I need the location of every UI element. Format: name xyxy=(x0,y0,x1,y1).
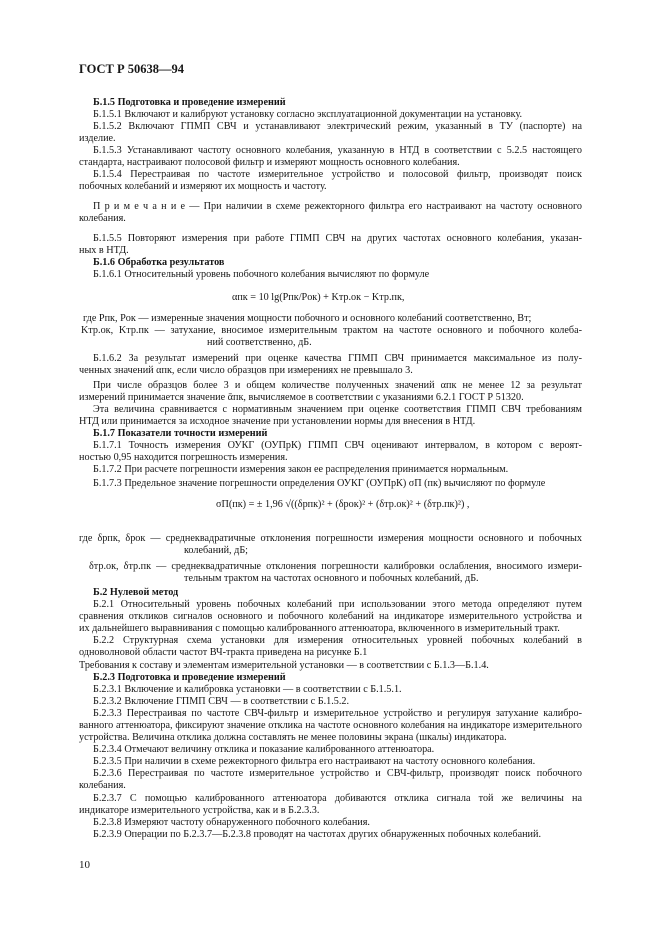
text-line: НТД или принимается за исходное значение при установлении нормы для внесения в НТД. xyxy=(79,416,476,427)
text-line: Б.1.5.4 Перестраивая по частоте измерительное устройство и полосовой фильтр, производят поиск xyxy=(93,169,582,180)
text-line: изделие. xyxy=(79,133,116,144)
text-line: одноволновой области частот ВЧ-тракта приведена на рисунке Б.1 xyxy=(79,647,368,658)
legend-line: ний соответственно, дБ. xyxy=(207,337,312,348)
text-line: Б.1.7.2 При расчете погрешности измерения закон ее распределения принимается нормальным. xyxy=(93,464,509,475)
text-line: ностью 0,95 находится погрешность измерения. xyxy=(79,452,288,463)
text-line: Б.1.5.2 Включают ГПМП СВЧ и устанавливают электрический режим, указанный в ТУ (паспорте) на xyxy=(93,121,582,132)
text-line: Б.2.3.8 Измеряют частоту обнаруженного побочного колебания. xyxy=(93,817,370,828)
text-line: устройства. Величина отклика должна составлять не менее половины экрана (шкалы) индикатора. xyxy=(79,732,507,743)
text-line: колебания. xyxy=(79,780,126,791)
text-line: Б.1.6.2 За результат измерений при оценке качества ГПМП СВЧ принимается максимальное из полу- xyxy=(93,353,582,364)
text-line: Б.2.3.6 Перестраивая по частоте измерительное устройство и СВЧ-фильтр, производят поиск побочного xyxy=(93,768,582,779)
text-line: Б.1.6.1 Относительный уровень побочного колебания вычисляют по формуле xyxy=(93,269,430,280)
text-line: Требования к составу и элементам измерительной установки — в соответствии с Б.1.3—Б.1.4. xyxy=(79,660,489,671)
text-line: Эта величина сравнивается с нормативным значением при оценке соответствия ГПМП СВЧ требованиям xyxy=(93,404,582,415)
note-line: П р и м е ч а н и е — При наличии в схеме режекторного фильтра его настраивают на частоту основного xyxy=(93,201,582,212)
text-line: индикаторе измерительного устройства, как и в Б.2.3.3. xyxy=(79,805,320,816)
page-number: 10 xyxy=(79,859,90,871)
text-line: побочных колебаний и измеряют их мощность и частоту. xyxy=(79,181,327,192)
text-line: Б.1.5.1 Включают и калибруют установку согласно эксплуатационной документации на установку. xyxy=(93,109,523,120)
formula-sigma: σП(пк) = ± 1,96 √((δрпк)² + (δрок)² + (δтр.ок)² + (δтр.пк)²) , xyxy=(216,499,470,510)
text-line: Б.2.3.3 Перестраивая по частоте СВЧ-фильтр и измерительное устройство и регулируя затухание калибро- xyxy=(93,708,582,719)
text-line: Б.1.7.3 Предельное значение погрешности определения ОУКГ (ОУПрК) σП (пк) вычисляют по формуле xyxy=(93,478,546,489)
section-heading: Б.1.7 Показатели точности измерений xyxy=(93,428,268,439)
text-line: ных в НТД. xyxy=(79,245,129,256)
formula-alpha: αпк = 10 lg(Pпк/Pок) + Kтр.ок − Kтр.пк, xyxy=(232,292,405,303)
text-line: Б.2.3.5 При наличии в схеме режекторного фильтра его настраивают на частоту основного колебания. xyxy=(93,756,536,767)
text-line: Б.1.5.5 Повторяют измерения при работе ГПМП СВЧ на других частотах основного колебания, указан- xyxy=(93,233,582,244)
text-line: Б.2.3.1 Включение и калибровка установки — в соответствии с Б.1.5.1. xyxy=(93,684,402,695)
legend-line: тельным трактом на частотах основного и побочных колебаний, дБ. xyxy=(184,573,479,584)
text-line: Б.2.1 Относительный уровень побочных колебаний при использовании этого метода определяют путем xyxy=(93,599,582,610)
legend-line: Kтр.ок, Kтр.пк — затухание, вносимое измерительным трактом на частоте основного и побочного колеба- xyxy=(81,325,582,336)
text-line: Б.1.7.1 Точность измерения ОУКГ (ОУПрК) ГПМП СВЧ оценивают интервалом, в котором с вероят- xyxy=(93,440,582,451)
legend-line: где Pпк, Pок — измеренные значения мощности побочного и основного колебаний соответственно, Вт; xyxy=(83,313,532,324)
section-heading: Б.1.6 Обработка результатов xyxy=(93,257,225,268)
section-heading: Б.2.3 Подготовка и проведение измерений xyxy=(93,672,286,683)
text-line: ванного аттенюатора, фиксируют значение отклика на частоте основного колебания на индикаторе измерительного xyxy=(79,720,582,731)
legend-line: δтр.ок, δтр.пк — среднеквадратичные отклонения погрешности калибровки ослабления, вносимого измери- xyxy=(89,561,582,572)
text-line: Б.2.2 Структурная схема установки для измерения относительных уровней побочных колебаний в xyxy=(93,635,582,646)
legend-line: где δрпк, δрок — среднеквадратичные отклонения погрешности измерения мощности основного и побочных xyxy=(79,533,582,544)
text-line: измерений принимается значение ᾱпк, вычисляемое в соответствии с указаниями 6.2.1 ГОСТ Р 51320. xyxy=(79,392,524,403)
section-heading: Б.2 Нулевой метод xyxy=(93,587,179,598)
text-line: Б.2.3.7 С помощью калиброванного аттенюатора добиваются отклика сигнала той же величины на xyxy=(93,793,582,804)
text-line: сравнения откликов сигналов основного и побочного колебаний на индикаторе измерительного устройства и xyxy=(79,611,582,622)
section-heading: Б.1.5 Подготовка и проведение измерений xyxy=(93,97,286,108)
legend-line: колебаний, дБ; xyxy=(184,545,249,556)
text-line: Б.2.3.4 Отмечают величину отклика и показание калиброванного аттенюатора. xyxy=(93,744,435,755)
text-line: ченных значений αпк, если число образцов при измерениях не превышало 3. xyxy=(79,365,413,376)
standard-header: ГОСТ Р 50638—94 xyxy=(79,62,185,76)
text-line: Б.2.3.9 Операции по Б.2.3.7—Б.2.3.8 проводят на частотах других обнаруженных побочных колебаний. xyxy=(93,829,542,840)
text-line: При числе образцов более 3 и общем количестве полученных значений αпк не менее 12 за результат xyxy=(93,380,582,391)
text-line: Б.2.3.2 Включение ГПМП СВЧ — в соответствии с Б.1.5.2. xyxy=(93,696,350,707)
text-line: Б.1.5.3 Устанавливают частоту основного колебания, указанную в НТД в соответствии с 5.2.5 настоящего xyxy=(93,145,582,156)
note-line: колебания. xyxy=(79,213,126,224)
text-line: стандарта, настраивают полосовой фильтр и измеряют мощность основного колебания. xyxy=(79,157,460,168)
text-line: их дальнейшего выравнивания с помощью калиброванного аттенюатора, включенного в измерительный тракт. xyxy=(79,623,560,634)
